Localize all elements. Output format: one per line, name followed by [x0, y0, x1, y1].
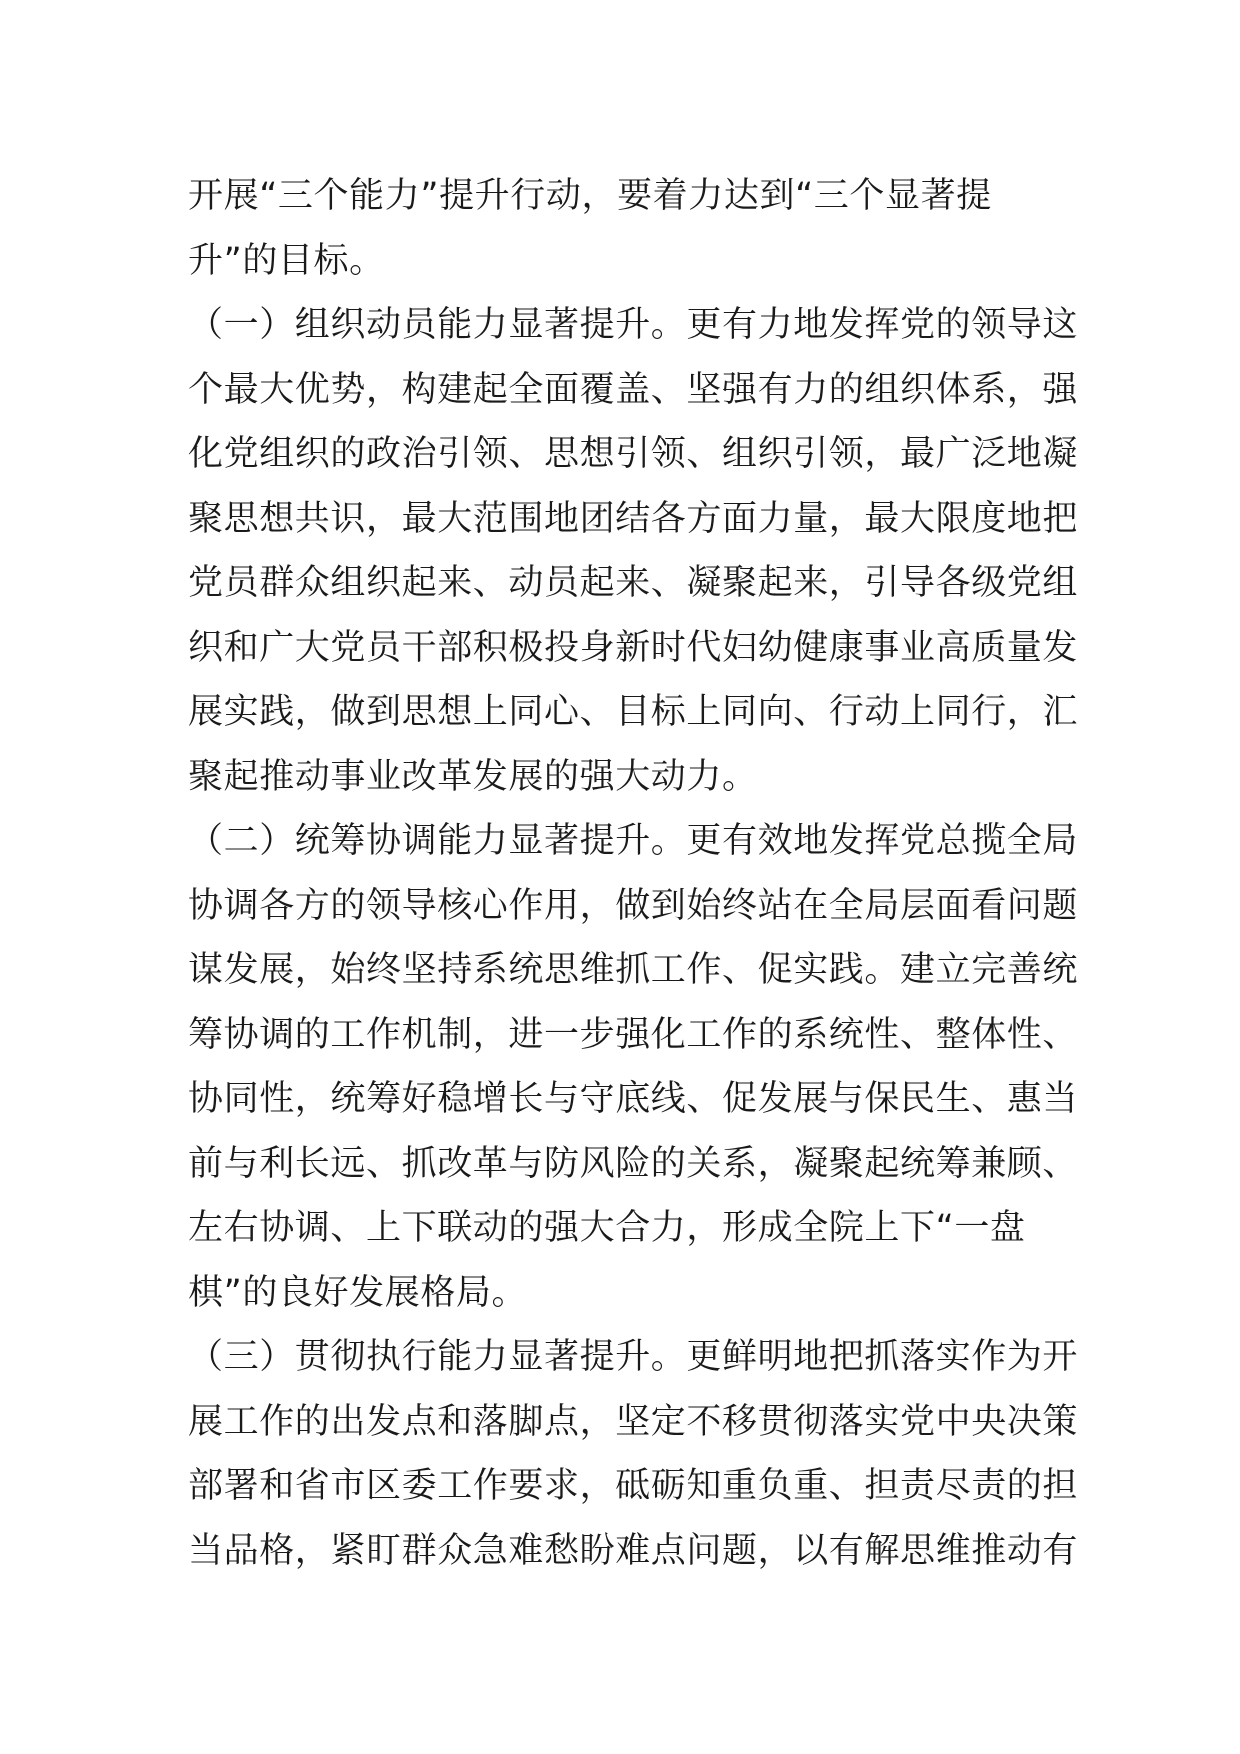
text-line: 筹协调的工作机制，进一步强化工作的系统性、整体性、	[188, 1014, 1079, 1055]
text-line: 左右协调、上下联动的强大合力，形成全院上下“一盘	[188, 1208, 1026, 1248]
text-line: 协调各方的领导核心作用，做到始终站在全局层面看问题	[188, 885, 1079, 926]
text-line: 棋”的良好发展格局。	[188, 1272, 528, 1313]
text-line: 党员群众组织起来、动员起来、凝聚起来，引导各级党组	[188, 563, 1079, 603]
text-line: 个最大优势，构建起全面覆盖、坚强有力的组织体系，强	[188, 369, 1079, 410]
document-body	[188, 164, 1079, 1583]
text-line: 展实践，做到思想上同心、目标上同向、行动上同行，汇	[188, 692, 1079, 732]
text-line: 部署和省市区委工作要求，砥砺知重负重、担责尽责的担	[188, 1466, 1079, 1506]
text-line: 当品格，紧盯群众急难愁盼难点问题，以有解思维推动有	[188, 1530, 1079, 1571]
text-line: 开展“三个能力”提升行动，要着力达到“三个显著提	[188, 176, 992, 216]
text-line: 聚起推动事业改革发展的强大动力。	[188, 756, 758, 797]
section-heading-line: （三）贯彻执行能力显著提升。更鲜明地把抓落实作为开	[188, 1337, 1079, 1377]
text-line: 聚思想共识，最大范围地团结各方面力量，最大限度地把	[188, 498, 1079, 539]
text-line: 协同性，统筹好稳增长与守底线、促发展与保民生、惠当	[188, 1079, 1079, 1119]
text-line: 前与利长远、抓改革与防风险的关系，凝聚起统筹兼顾、	[188, 1143, 1079, 1184]
text-line: 织和广大党员干部积极投身新时代妇幼健康事业高质量发	[188, 627, 1079, 668]
section-heading-line: （一）组织动员能力显著提升。更有力地发挥党的领导这	[188, 305, 1079, 345]
text-line: 升”的目标。	[188, 240, 385, 281]
text-line: 展工作的出发点和落脚点，坚定不移贯彻落实党中央决策	[188, 1401, 1079, 1442]
section-heading-line: （二）统筹协调能力显著提升。更有效地发挥党总揽全局	[188, 821, 1079, 861]
text-line: 化党组织的政治引领、思想引领、组织引领，最广泛地凝	[188, 434, 1079, 474]
text-line: 谋发展，始终坚持系统思维抓工作、促实践。建立完善统	[188, 950, 1079, 990]
